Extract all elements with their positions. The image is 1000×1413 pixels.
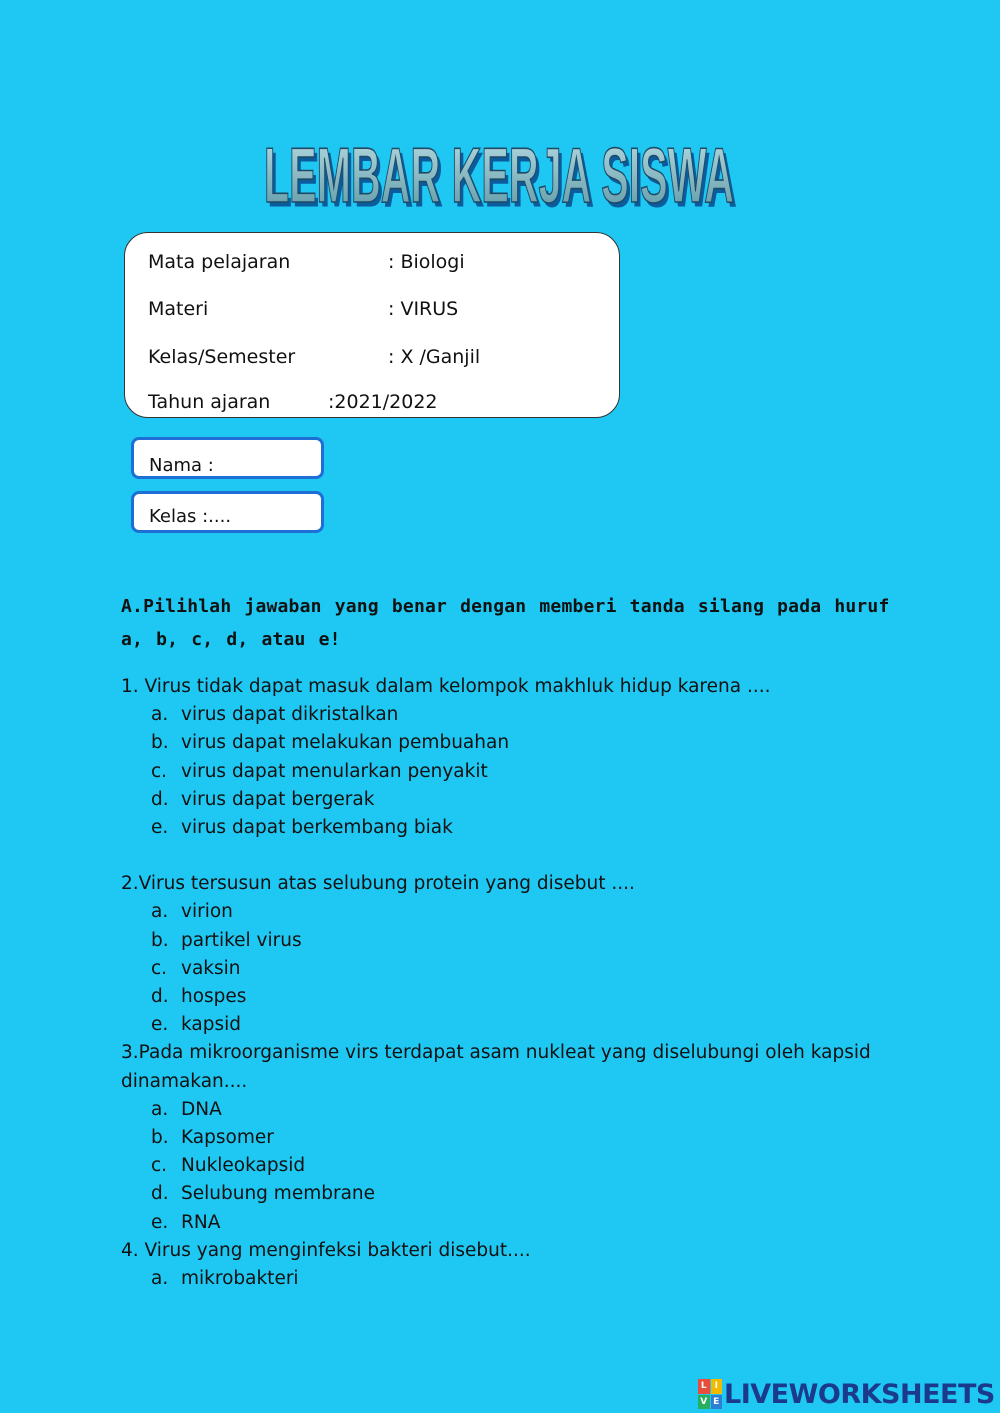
name-field[interactable] (131, 437, 324, 479)
option-text: virus dapat menularkan penyakit (181, 760, 488, 782)
spacer (121, 842, 901, 870)
option-a[interactable] (121, 898, 901, 926)
logo-text: LIVEWORKSHEETS (724, 1378, 995, 1410)
option-letter: a. (151, 901, 169, 923)
option-letter: e. (151, 817, 169, 839)
option-text: vaksin (181, 957, 241, 979)
option-e[interactable] (121, 814, 901, 842)
instruction-heading: A.Pilihlah jawaban yang benar dengan memberi tanda silang pada huruf a, b, c, d, atau e! (121, 596, 890, 650)
question-text: 2.Virus tersusun atas selubung protein yang disebut .... (121, 873, 635, 895)
option-d[interactable] (121, 786, 901, 814)
option-c[interactable] (121, 955, 901, 983)
info-row-year (148, 391, 438, 413)
info-value: : X /Ganjil (388, 346, 481, 368)
option-text: Kapsomer (181, 1127, 274, 1149)
option-text: RNA (181, 1211, 221, 1233)
logo-icon (698, 1379, 722, 1409)
class-label: Kelas :.... (149, 506, 232, 527)
name-label: Nama : (149, 455, 214, 476)
option-letter: d. (151, 788, 169, 810)
option-text: Nukleokapsid (181, 1155, 306, 1177)
option-b[interactable] (121, 927, 901, 955)
option-c[interactable] (121, 1152, 901, 1180)
option-text: kapsid (181, 1014, 241, 1036)
option-letter: b. (151, 1127, 169, 1149)
option-text: virus dapat dikristalkan (181, 704, 399, 726)
option-a[interactable] (121, 1096, 901, 1124)
question-list (121, 673, 901, 1293)
option-letter: c. (151, 957, 168, 979)
liveworksheets-logo (698, 1377, 995, 1411)
option-letter: a. (151, 704, 169, 726)
option-a[interactable] (121, 701, 901, 729)
info-label: Materi (148, 298, 209, 320)
info-value: : Biologi (388, 251, 465, 273)
info-label: Tahun ajaran (148, 391, 271, 413)
option-letter: d. (151, 986, 169, 1008)
question-3 (121, 1039, 901, 1236)
info-box (124, 232, 620, 418)
option-text: virus dapat berkembang biak (181, 817, 453, 839)
option-text: virus dapat bergerak (181, 788, 375, 810)
question-1 (121, 673, 901, 842)
info-label: Kelas/Semester (148, 346, 296, 368)
option-text: DNA (181, 1098, 222, 1120)
info-value: :2021/2022 (328, 391, 438, 413)
option-letter: a. (151, 1268, 169, 1290)
logo-mark-tile: V (698, 1395, 710, 1410)
logo-mark-tile: L (698, 1379, 710, 1394)
title-shadow: LEMBAR KERJA SISWA (266, 135, 737, 224)
option-d[interactable] (121, 1180, 901, 1208)
logo-mark-tile: E (711, 1395, 723, 1410)
option-text: Selubung membrane (181, 1183, 376, 1205)
option-b[interactable] (121, 1124, 901, 1152)
title-text: LEMBAR KERJA SISWA (264, 131, 734, 219)
info-value: : VIRUS (388, 298, 459, 320)
option-e[interactable] (121, 1209, 901, 1237)
info-row-subject (148, 251, 465, 273)
option-e[interactable] (121, 1011, 901, 1039)
info-row-material (148, 298, 459, 320)
worksheet-title (250, 118, 750, 224)
option-letter: c. (151, 760, 168, 782)
question-text: 4. Virus yang menginfeksi bakteri disebut.... (121, 1239, 531, 1261)
question-text: 1. Virus tidak dapat masuk dalam kelompok makhluk hidup karena .... (121, 676, 771, 697)
option-b[interactable] (121, 729, 901, 757)
option-letter: c. (151, 1155, 168, 1177)
option-letter: d. (151, 1183, 169, 1205)
option-letter: a. (151, 1098, 169, 1120)
option-a[interactable] (121, 1265, 901, 1293)
logo-mark-tile: I (711, 1379, 723, 1394)
info-label: Mata pelajaran (148, 251, 291, 273)
option-letter: e. (151, 1014, 169, 1036)
option-letter: b. (151, 732, 169, 754)
question-2 (121, 870, 901, 1039)
option-letter: b. (151, 929, 169, 951)
option-text: hospes (181, 986, 247, 1008)
option-text: partikel virus (181, 929, 302, 951)
option-text: mikrobakteri (181, 1268, 299, 1290)
option-d[interactable] (121, 983, 901, 1011)
option-letter: e. (151, 1211, 169, 1233)
option-text: virus dapat melakukan pembuahan (181, 732, 510, 754)
question-4 (121, 1237, 901, 1293)
class-field[interactable] (131, 491, 324, 533)
option-c[interactable] (121, 758, 901, 786)
question-text: 3.Pada mikroorganisme virs terdapat asam nukleat yang diselubungi oleh kapsid dinamakan.... (121, 1042, 871, 1092)
info-row-class (148, 346, 481, 368)
option-text: virion (181, 901, 233, 923)
